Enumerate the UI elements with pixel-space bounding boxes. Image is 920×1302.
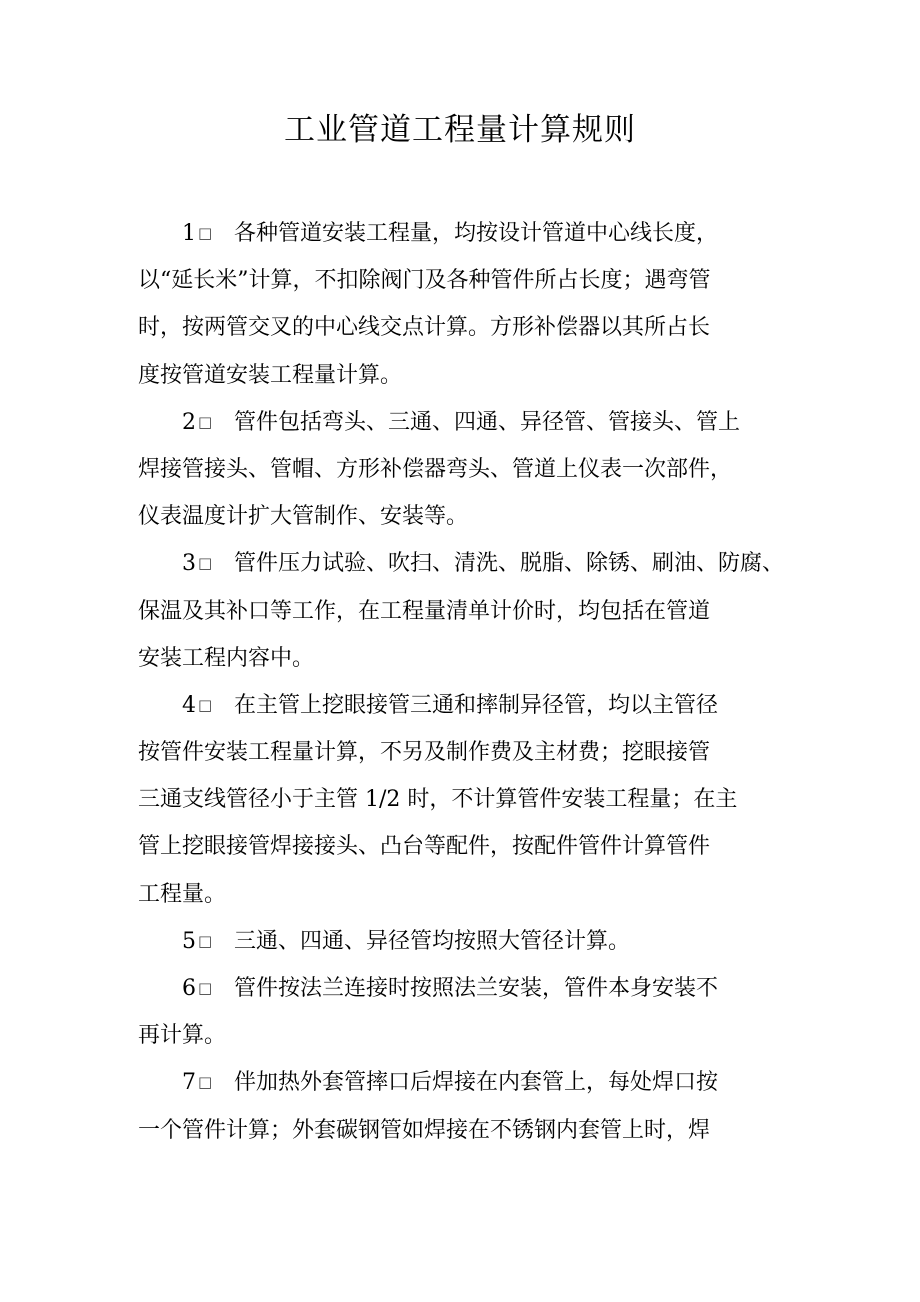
paragraph-line	[138, 210, 778, 257]
missing-glyph-box-icon: □	[198, 931, 213, 950]
paragraph-line-text: 工程量。	[138, 881, 227, 907]
paragraph-number-digit: 3	[182, 551, 196, 577]
paragraph-number	[182, 399, 234, 446]
paragraph-item	[138, 210, 778, 399]
paragraph-line	[138, 1059, 778, 1106]
document-body	[138, 210, 785, 1154]
paragraph-number	[182, 682, 234, 729]
paragraph-line-text: 再计算。	[138, 1023, 227, 1049]
paragraph-number	[182, 210, 234, 257]
paragraph-number-digit: 5	[182, 928, 196, 954]
paragraph-line	[138, 729, 778, 776]
paragraph-line	[138, 446, 778, 493]
missing-glyph-box-icon: □	[198, 554, 213, 573]
paragraph-line	[138, 540, 785, 587]
paragraph-line	[138, 588, 778, 635]
paragraph-line	[138, 399, 778, 446]
paragraph-line-text: 三通、四通、异径管均按照大管径计算。	[234, 928, 631, 954]
paragraph-number-digit: 4	[182, 692, 196, 718]
missing-glyph-box-icon: □	[198, 224, 213, 242]
paragraph-line	[138, 965, 778, 1012]
paragraph-line-text: 时，按两管交叉的中心线交点计算。方形补偿器以其所占长	[138, 315, 711, 341]
paragraph-number	[182, 540, 234, 587]
paragraph-line	[138, 1107, 778, 1154]
paragraph-line-text: 各种管道安装工程量，均按设计管道中心线长度，	[234, 221, 719, 246]
paragraph-line-text: 在主管上挖眼接管三通和摔制异径管，均以主管径	[234, 692, 719, 718]
paragraph-line	[138, 352, 778, 399]
paragraph-line	[138, 871, 778, 918]
paragraph-number-digit: 6	[182, 976, 196, 1001]
paragraph-line-text: 三通支线管径小于主管 1/2 时，不计算管件安装工程量；在主	[138, 787, 738, 813]
paragraph-line-text: 一个管件计算；外套碳钢管如焊接在不锈钢内套管上时，焊	[138, 1117, 711, 1143]
missing-glyph-box-icon: □	[198, 412, 213, 431]
paragraph-line	[138, 304, 778, 351]
paragraph-line-text: 度按管道安装工程量计算。	[138, 362, 403, 388]
paragraph-item	[138, 1059, 778, 1153]
missing-glyph-box-icon: □	[198, 1073, 213, 1092]
paragraph-line	[138, 493, 778, 540]
paragraph-line-text: 以“延长米”计算，不扣除阀门及各种管件所占长度；遇弯管	[138, 268, 711, 294]
paragraph-item	[138, 682, 778, 918]
paragraph-line-text: 安装工程内容中。	[138, 645, 315, 671]
paragraph-line	[138, 1012, 778, 1059]
missing-glyph-box-icon: □	[198, 979, 213, 997]
paragraph-line	[138, 823, 778, 870]
paragraph-line-text: 按管件安装工程量计算，不另及制作费及主材费；挖眼接管	[138, 740, 711, 766]
paragraph-line-text: 管件包括弯头、三通、四通、异径管、管接头、管上	[234, 409, 741, 435]
paragraph-item	[138, 965, 778, 1059]
paragraph-number	[182, 1059, 234, 1106]
document-title: 工业管道工程量计算规则	[284, 112, 636, 148]
paragraph-item	[138, 540, 785, 682]
paragraph-line-text: 管件按法兰连接时按照法兰安装，管件本身安装不	[234, 976, 719, 1001]
paragraph-number	[182, 918, 234, 965]
paragraph-line-text: 伴加热外套管摔口后焊接在内套管上，每处焊口按	[234, 1070, 719, 1096]
paragraph-line	[138, 635, 778, 682]
paragraph-line-text: 管件压力试验、吹扫、清洗、脱脂、除锈、刷油、防腐、	[234, 551, 785, 577]
paragraph-line	[138, 776, 778, 823]
paragraph-line-text: 仪表温度计扩大管制作、安装等。	[138, 504, 469, 530]
paragraph-number-digit: 2	[182, 409, 196, 435]
paragraph-line-text: 管上挖眼接管焊接接头、凸台等配件，按配件管件计算管件	[138, 834, 711, 860]
paragraph-number-digit: 7	[182, 1070, 196, 1096]
paragraph-line	[138, 682, 778, 729]
paragraph-number-digit: 1	[182, 221, 196, 246]
paragraph-item	[138, 399, 778, 541]
paragraph-item	[138, 918, 778, 965]
paragraph-number	[182, 965, 234, 1012]
paragraph-line	[138, 257, 778, 304]
paragraph-line	[138, 918, 778, 965]
paragraph-line-text: 焊接管接头、管帽、方形补偿器弯头、管道上仪表一次部件，	[138, 456, 733, 482]
paragraph-line-text: 保温及其补口等工作，在工程量清单计价时，均包括在管道	[138, 598, 711, 624]
missing-glyph-box-icon: □	[198, 695, 213, 714]
